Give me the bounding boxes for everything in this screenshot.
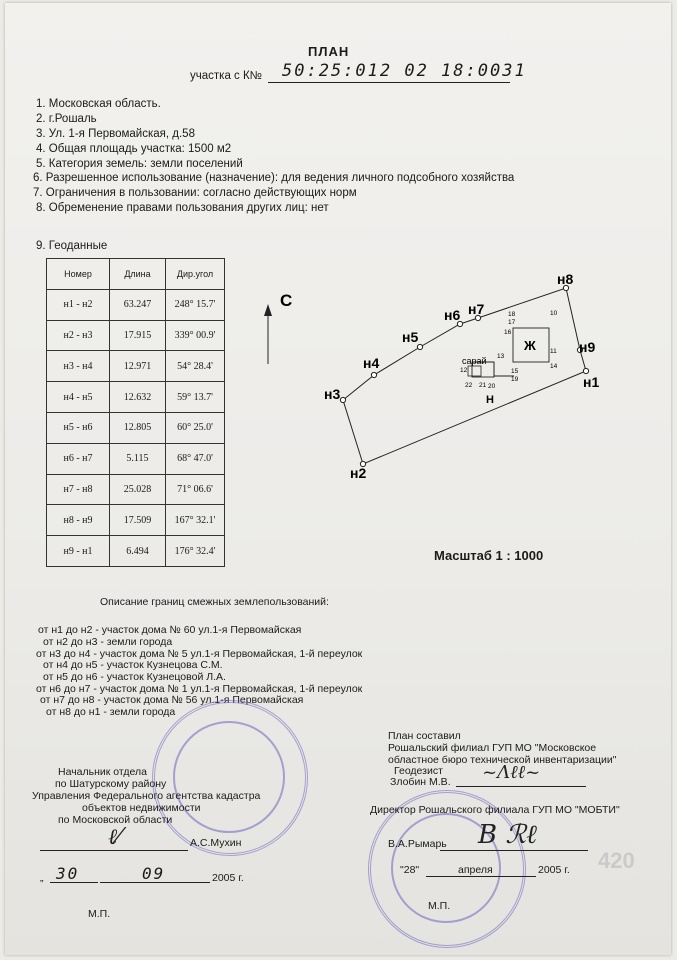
table-row [47,351,225,382]
boundary-line: от н6 до н7 - участок дома № 1 ул.1-я Первомайская, 1-й переулок [36,683,363,695]
table-cell: 17.509 [110,505,166,536]
vertex-label-n7: н7 [468,301,485,317]
left-position-line: Начальник отдела [58,766,147,778]
table-cell: 12.632 [110,382,166,413]
table-header-row [47,259,225,290]
geodata-table [46,258,225,567]
right-author-line: областное бюро технической инвентаризации" [388,754,617,766]
right-date-month: апреля [458,864,493,876]
document-title: ПЛАН [308,44,350,59]
vertex-label-n2: н2 [350,465,367,481]
vertex-label-n6: н6 [444,307,461,323]
vertex-label-n3: н3 [324,386,341,402]
parcel-number: 50:25:012 02 18:0031 [282,61,527,81]
right-author-line: Геодезист [394,765,443,777]
north-arrow-icon [264,304,272,316]
table-cell: 12.805 [110,412,166,443]
table-cell: 68° 47.0' [166,443,225,474]
boundary-line: от н2 до н3 - земли города [43,636,173,648]
vertex-label-n5: н5 [402,329,419,345]
table-cell: 167° 32.1' [166,505,225,536]
table-cell: 339° 00.9' [166,320,225,351]
boundary-line: от н4 до н5 - участок Кузнецова С.М. [43,659,223,671]
left-date-quote: „ [40,872,44,884]
point-number: 19 [511,376,519,383]
item-area: 4. Общая площадь участка: 1500 м2 [36,143,232,155]
scale-label: Масштаб 1 : 1000 [434,548,544,563]
table-cell: н2 - н3 [47,320,110,351]
table-cell: н1 - н2 [47,289,110,320]
boundary-line: от н5 до н6 - участок Кузнецовой Л.А. [43,671,226,683]
table-row [47,505,225,536]
geodesist-signature: ~Ʌℓℓ~ [482,762,541,783]
boundaries-title: Описание границ смежных землепользований: [100,596,329,608]
point-number: 21 [479,382,487,389]
boundary-line: от н1 до н2 - участок дома № 60 ул.1-я Первомайская [38,624,302,636]
table-row [47,320,225,351]
table-cell: 248° 15.7' [166,289,225,320]
table-cell: н8 - н9 [47,505,110,536]
point-number: 10 [550,310,558,317]
left-date-year: 2005 г. [212,872,244,884]
vertex-n1 [583,368,588,373]
table-cell: 5.115 [110,443,166,474]
item-usage: 6. Разрешенное использование (назначение): для ведения личного подсобного хозяйства [33,172,515,184]
column-header-length: Длина [110,259,166,290]
point-number: 17 [508,319,516,326]
left-position-line: по Шатурскому району [55,778,167,790]
table-cell: н3 - н4 [47,351,110,382]
left-stamp-inner [173,721,285,833]
building-zh-label: Ж [524,338,536,353]
boundary-line: от н8 до н1 - земли города [46,706,176,718]
table-cell: 63.247 [110,289,166,320]
boundary-line: от н3 до н4 - участок дома № 5 ул.1-я Первомайская, 1-й переулок [36,648,363,660]
column-header-number: Номер [47,259,110,290]
director-name: В.А.Рымарь [388,838,447,850]
point-number: 14 [550,363,558,370]
left-position-line: по Московской области [58,814,173,826]
table-cell: н4 - н5 [47,382,110,413]
left-position-line: Управления Федерального агентства кадастра [32,790,261,802]
left-stamp [152,700,308,856]
table-row [47,412,225,443]
table-cell: н5 - н6 [47,412,110,443]
item-category: 5. Категория земель: земли поселений [36,158,243,170]
table-cell: 17.915 [110,320,166,351]
table-cell: н6 - н7 [47,443,110,474]
vertex-label-n9: н9 [579,339,596,355]
table-cell: 6.494 [110,536,166,567]
right-author-line: План составил [388,730,461,742]
shed-label: сарай [462,356,487,366]
item-encumbrance: 8. Обременение правами пользования других лиц: нет [36,202,329,214]
column-header-angle: Дир.угол [166,259,225,290]
director-signature: B ℛℓ [478,820,537,850]
director-title: Директор Рошальского филиала ГУП МО "МОБТИ" [370,804,620,816]
point-number: 22 [465,382,473,389]
vertex-label-n8: н8 [557,271,574,287]
table-row [47,382,225,413]
building-n-label: Н [486,394,494,406]
right-mp: М.П. [428,900,451,912]
parcel-label: участка с К№ [190,70,263,82]
right-date-year: 2005 г. [538,864,570,876]
vertex-n5 [417,344,422,349]
north-label: С [280,291,293,310]
table-row [47,474,225,505]
left-position-line: объектов недвижимости [82,802,201,814]
watermark: 420 [598,848,635,873]
parcel-number-line [268,60,527,83]
table-cell: 71° 06.6' [166,474,225,505]
point-number: 18 [508,311,516,318]
shed [468,366,481,376]
left-signer-name: А.С.Мухин [190,837,242,849]
vertex-label-n4: н4 [363,355,380,371]
point-number: 12 [460,367,468,374]
point-number: 20 [488,383,496,390]
table-cell: н9 - н1 [47,536,110,567]
left-signature: ℓ⁄ [108,825,121,850]
right-date-day: "28" [400,864,420,876]
vertex-label-n1: н1 [583,374,600,390]
table-row [47,536,225,567]
point-number: 16 [504,329,512,336]
table-cell: 54° 28.4' [166,351,225,382]
director-signature-line [440,849,588,851]
left-date-day-line [50,866,98,883]
left-mp: М.П. [88,908,111,920]
table-row [47,443,225,474]
vertex-n3 [340,397,345,402]
table-cell: 176° 32.4' [166,536,225,567]
item-city: 2. г.Рошаль [36,113,97,125]
parcel-plan [250,260,610,490]
table-cell: 60° 25.0' [166,412,225,443]
point-number: 15 [511,368,519,375]
point-number: 13 [497,353,505,360]
table-row [47,289,225,320]
left-date-month: 09 [142,864,166,883]
item-restrictions: 7. Ограничения в пользовании: согласно действующих норм [33,187,357,199]
left-date-day: 30 [56,864,80,883]
item-region: 1. Московская область. [36,98,161,110]
item-street: 3. Ул. 1-я Первомайская, д.58 [36,128,195,140]
table-cell: 25.028 [110,474,166,505]
geodesist-name: Злобин М.В. [390,776,451,788]
geodata-label: 9. Геоданные [36,240,108,252]
boundary-line: от н7 до н8 - участок дома № 56 ул.1-я Первомайская [40,694,304,706]
vertex-n4 [371,372,376,377]
table-cell: 12.971 [110,351,166,382]
left-date-month-line [100,866,210,883]
table-cell: н7 - н8 [47,474,110,505]
right-author-line: Рошальский филиал ГУП МО "Московское [388,742,597,754]
table-cell: 59° 13.7' [166,382,225,413]
point-number: 11 [550,348,557,355]
